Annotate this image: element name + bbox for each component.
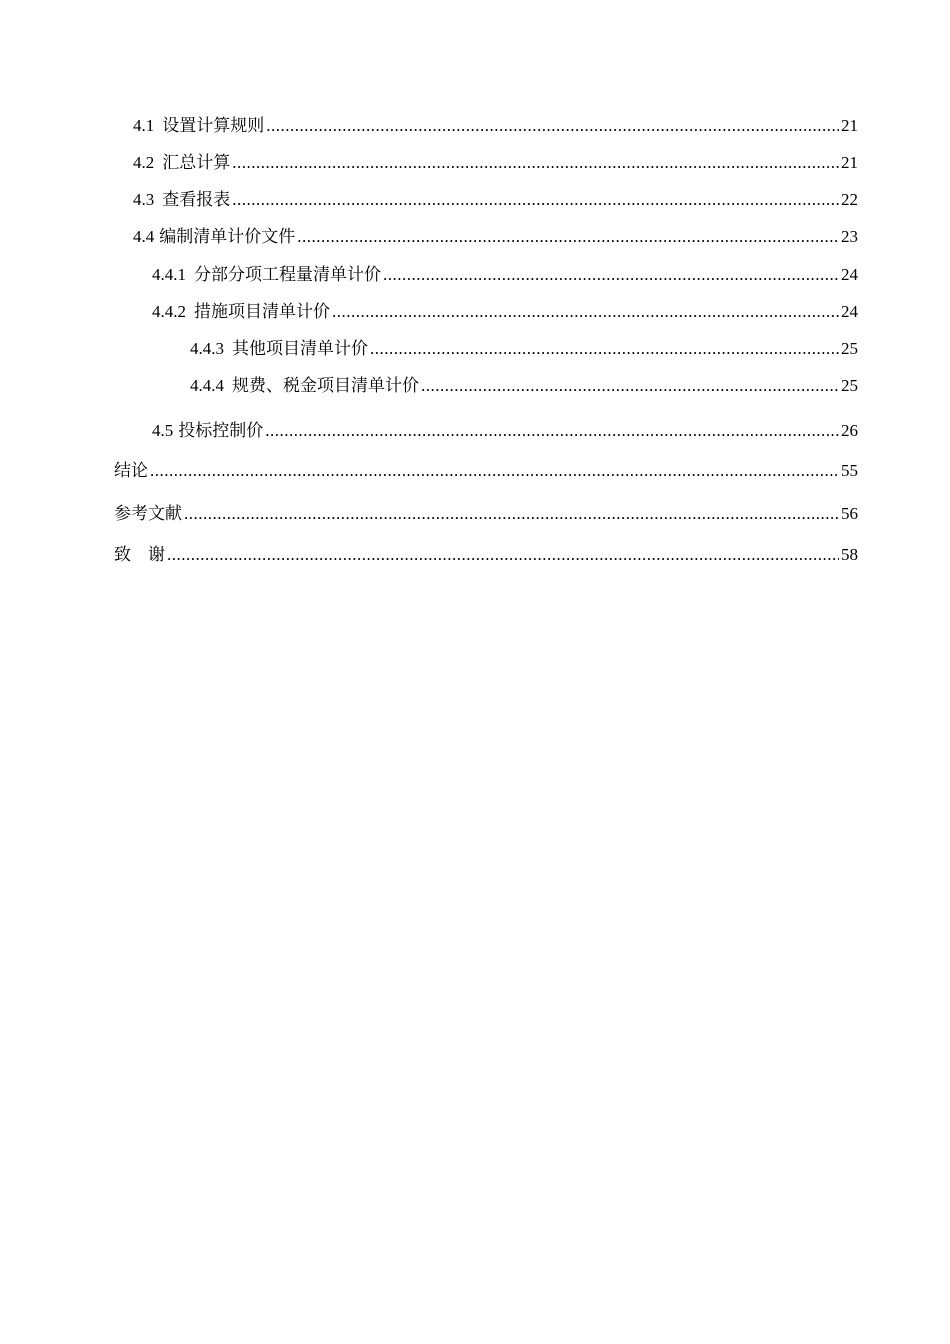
toc-title: 结论 [114,461,148,480]
dot-leader [167,544,839,566]
toc-number: 4.5 [152,421,174,440]
toc-page-number: 24 [841,302,858,321]
toc-title: 参考文献 [114,504,182,523]
toc-page-number: 26 [841,421,858,440]
dot-leader [150,460,839,482]
toc-entry[interactable] [114,460,858,482]
dot-leader [184,503,839,525]
toc-number: 4.4.4 [190,376,224,395]
toc-number: 4.4.2 [152,302,186,321]
toc-entry[interactable] [133,189,858,211]
dot-leader [297,226,839,248]
toc-entry[interactable] [152,301,858,323]
toc-page-number: 58 [841,545,858,564]
dot-leader [421,375,839,397]
dot-leader [383,264,839,286]
toc-entry[interactable] [152,264,858,286]
toc-title: 编制清单计价文件 [159,227,296,246]
dot-leader [370,338,839,360]
toc-page-number: 55 [841,461,858,480]
toc-entry[interactable] [190,375,858,397]
toc-title: 其他项目清单计价 [232,339,368,358]
toc-title: 设置计算规则 [162,116,265,135]
toc-title: 投标控制价 [178,421,264,440]
toc-title: 致 谢 [114,545,165,564]
toc-page-number: 56 [841,504,858,523]
toc-entry[interactable] [152,420,858,442]
toc-number: 4.1 [133,116,155,135]
toc-entry[interactable] [133,115,858,137]
toc-entry[interactable] [133,226,858,248]
toc-page-number: 21 [841,116,858,135]
toc-entry[interactable] [114,544,858,566]
toc-entry[interactable] [190,338,858,360]
toc-page-number: 23 [841,227,858,246]
toc-page-number: 25 [841,339,858,358]
toc-number: 4.4 [133,227,155,246]
toc-title: 规费、税金项目清单计价 [232,376,419,395]
toc-title: 措施项目清单计价 [194,302,330,321]
toc-number: 4.4.1 [152,265,186,284]
dot-leader [332,301,839,323]
dot-leader [232,189,839,211]
toc-page-number: 24 [841,265,858,284]
toc-number: 4.2 [133,153,155,172]
dot-leader [232,152,839,174]
toc-title: 分部分项工程量清单计价 [194,265,381,284]
toc-title: 汇总计算 [162,153,231,172]
toc-entry[interactable] [114,503,858,525]
toc-number: 4.3 [133,190,155,209]
toc-page-number: 25 [841,376,858,395]
toc-page-number: 22 [841,190,858,209]
dot-leader [265,420,839,442]
toc-title: 查看报表 [162,190,231,209]
toc-number: 4.4.3 [190,339,224,358]
toc-entry[interactable] [133,152,858,174]
toc-page-number: 21 [841,153,858,172]
dot-leader [266,115,839,137]
